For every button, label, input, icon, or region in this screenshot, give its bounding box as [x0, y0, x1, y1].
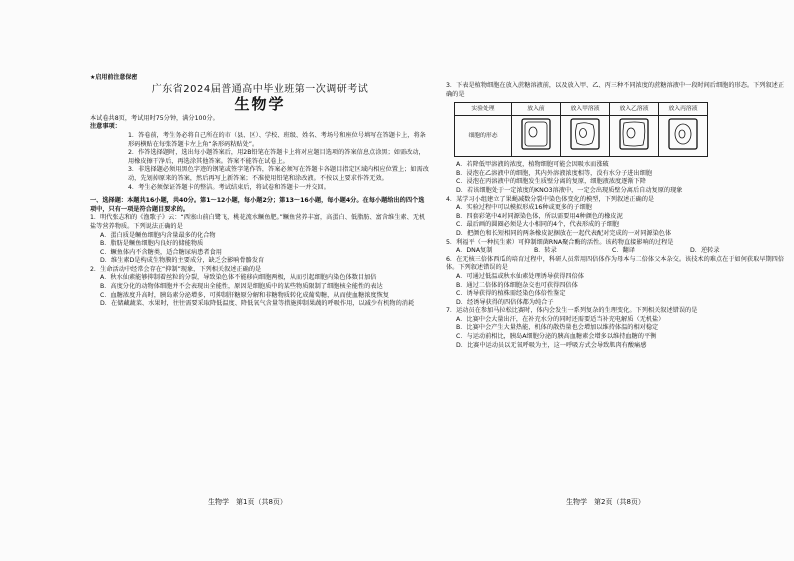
plant-cell-slight-plasmolysis-icon [617, 116, 651, 152]
page-1 [90, 74, 430, 309]
question-2-option: D．在储藏蔬菜、水果时，往往需要采取降低温度、降低氧气含量等措施抑制果蔬的呼吸作用，以减少有机物的消耗 [100, 300, 415, 308]
question-4-stem: 4．某学习小组建立了果蝇减数分裂中染色体变化的模型，下列叙述正确的是 [446, 195, 655, 203]
question-1-option: C．鳜鱼体内不含糖类，适合糖尿病患者食用 [100, 248, 222, 256]
question-3-option: C．浸泡在丙溶液中的细胞发生质壁分离的复原，细胞液浓度逐渐下降 [456, 178, 646, 186]
section-heading: 一、选择题：本题共16小题，共40分。第1～12小题，每小题2分；第13～16小题，每小题4分。在每小题给出的四个选项中，只有一项是符合题目要求的。 [90, 197, 425, 213]
question-7-option: B．比赛中会产生大量热能，机体的散热量也会增加以维持体温的相对稳定 [456, 324, 659, 332]
note-item: 1．答卷前，考生务必将自己所在的市（县、区）、学校、班级、姓名、考场号和座位号填写在答题卡上，将条形码横贴在每张答题卡左上角“条形码粘贴处”。 [128, 131, 426, 148]
table-row-label: 细胞的形态 [455, 116, 512, 157]
question-2-option: B．高度分化的动物体细胞并不会表现出全能性，原因是细胞质中的某些物质限制了细胞核全能性的表达 [100, 283, 383, 291]
cell-solution-a-image [561, 116, 610, 157]
table-header-cell: 放入甲溶液 [561, 103, 610, 116]
table-header-cell: 实验处理 [455, 103, 512, 116]
cell-before-image [512, 116, 561, 157]
question-5-option: C．翻译 [612, 247, 635, 255]
question-3-option: D．若该细胞处于一定浓度的KNO3溶液中，一定会出现质壁分离后自动复原的现象 [456, 186, 683, 194]
question-7-option: C．与运动前相比，胰岛A细胞分泌的胰高血糖素会增多以维持血糖的平衡 [456, 333, 657, 341]
question-4-option: D．把颜色和长短相同的两条橡皮泥捆放在一起代表配对完成的一对同源染色体 [456, 229, 672, 237]
table-header-cell: 放入丙溶液 [659, 103, 708, 116]
table-header-cell: 放入乙溶液 [610, 103, 659, 116]
question-4-option: B．四套彩笔中4对同源染色体，所以需要用4种颜色的橡皮泥 [456, 212, 623, 220]
question-2-stem: 2．生命活动中经常会存在“抑制”现象，下列相关叙述正确的是 [90, 265, 262, 273]
question-7-option: A．比赛中会大量出汗，在补充水分的同时还需要适当补充电解质（无机盐） [456, 315, 665, 323]
question-5-stem: 5．利福平（一种抗生素）可抑制细菌RNA聚合酶的活性。该药物直接影响的过程是 [446, 238, 674, 246]
question-5-options [446, 247, 786, 256]
question-5-option: A．DNA复制 [456, 247, 493, 255]
plant-cell-plasmolysis-icon [568, 116, 602, 152]
question-3-option: B．浸泡在乙溶液中的细胞，其内外溶液浓度相等，没有水分子进出细胞 [456, 169, 653, 177]
question-1-option: B．脂肪是鳜鱼细胞内良好的储能物质 [100, 240, 204, 248]
page-1-footer: 生物学 第1页（共8页） [208, 498, 287, 506]
plant-cell-normal-icon [519, 116, 553, 152]
question-7-stem: 7．运动员在参加马拉松比赛时，体内会发生一系列复杂的生理变化。下列相关叙述错误的是 [446, 307, 698, 315]
page-2-footer: 生物学 第2页（共8页） [566, 498, 645, 506]
subject-title: 生物学 [234, 95, 286, 114]
question-1-option: A．蛋白质是鳜鱼细胞内含量最多的化合物 [100, 231, 216, 239]
question-6-option: B．通过二倍体的体细胞杂交也可获得四倍体 [456, 281, 578, 289]
notes-label: 注意事项： [90, 123, 121, 131]
question-1-option: D．维生素D是构成生物膜的主要成分，缺乏会影响骨骼发育 [100, 257, 265, 265]
question-2-option: A．秋水仙素能够抑制着丝粒的分裂，导致染色体不能移向细胞两极，从而引起细胞内染色体数目加倍 [100, 274, 377, 282]
cell-solution-c-image [659, 116, 708, 157]
question-1-stem: 1．明代张志和的《渔歌子》云：“西塞山前白鹭飞，桃花流水鳜鱼肥。”鳜鱼营养丰富，高蛋白、低脂肪、富含维生素、无机盐等营养物质。下列说法正确的是 [90, 214, 426, 230]
exam-title: 广东省2024届普通高中毕业班第一次调研考试 [151, 83, 369, 95]
page-2 [446, 82, 786, 350]
question-5-option: D．逆转录 [690, 247, 720, 255]
question-6-option: D．经诱导获得的四倍体都为纯合子 [456, 298, 554, 306]
question-6-option: C．诱导获得的植株需经染色体倍性鉴定 [456, 290, 566, 298]
question-6-stem: 6．在无核三倍体西瓜的培育过程中，科研人员常用四倍体作为母本与二倍体父本杂交。该技术的难点在于如何获取早期四倍体。下列叙述错误的是 [446, 255, 785, 272]
question-2-option: C．血糖浓度升高时，胰岛素分泌增多，可抑制肝糖原分解和非糖物质转化成葡萄糖，从而使血糖浓度恢复 [100, 291, 389, 299]
cell-morphology-table [454, 102, 708, 157]
plant-cell-strong-plasmolysis-icon [666, 116, 700, 152]
question-4-option: C．最后画的圆圈必须是大小相同的4个，代表形成的子细胞 [456, 221, 619, 229]
note-item: 2．作答选择题时，选出每小题答案后，用2B铅笔在答题卡上将对应题目选项的答案信息点涂黑；如需改动，用橡皮擦干净后，再选涂其他答案。答案不能答在试卷上。 [128, 149, 425, 165]
note-item: 3．非选择题必须用黑色字迹的钢笔或签字笔作答，答案必须写在答题卡各题目指定区域内相应位置上；如需改动，先划掉原来的答案，然后再写上新答案；不准使用铅笔和涂改液。不按以上要求作答无效。 [128, 166, 429, 182]
cell-solution-b-image [610, 116, 659, 157]
note-item: 4．考生必须保证答题卡的整洁。考试结束后，将试卷和答题卡一并交回。 [128, 183, 330, 191]
table-header-cell: 放入前 [512, 103, 561, 116]
question-4-option: A．实验过程中可以模拟形成16种或更多的子细胞 [456, 204, 592, 212]
question-5-option: B．转录 [534, 247, 557, 255]
question-3-stem: 3．下表是植物细胞在放入蔗糖溶液前，以及放入甲、乙、丙三种不同浓度的蔗糖溶液中一段时间后细胞的形态。下列叙述正确的是 [446, 82, 785, 98]
confidential-label: ★启用前注意保密 [90, 74, 138, 81]
question-3-option: A．若降低甲溶液的浓度，植物细胞可能会因吸水而涨破 [456, 161, 609, 169]
exam-info: 本试卷共8页，考试用时75分钟，满分100分。 [90, 114, 219, 122]
question-7-option: D．比赛中运动员以无氧呼吸为主，这一呼吸方式会导致肌肉有酸痛感 [456, 341, 647, 349]
question-6-option: A．可通过低温或秋水仙素处理诱导获得四倍体 [456, 272, 584, 280]
